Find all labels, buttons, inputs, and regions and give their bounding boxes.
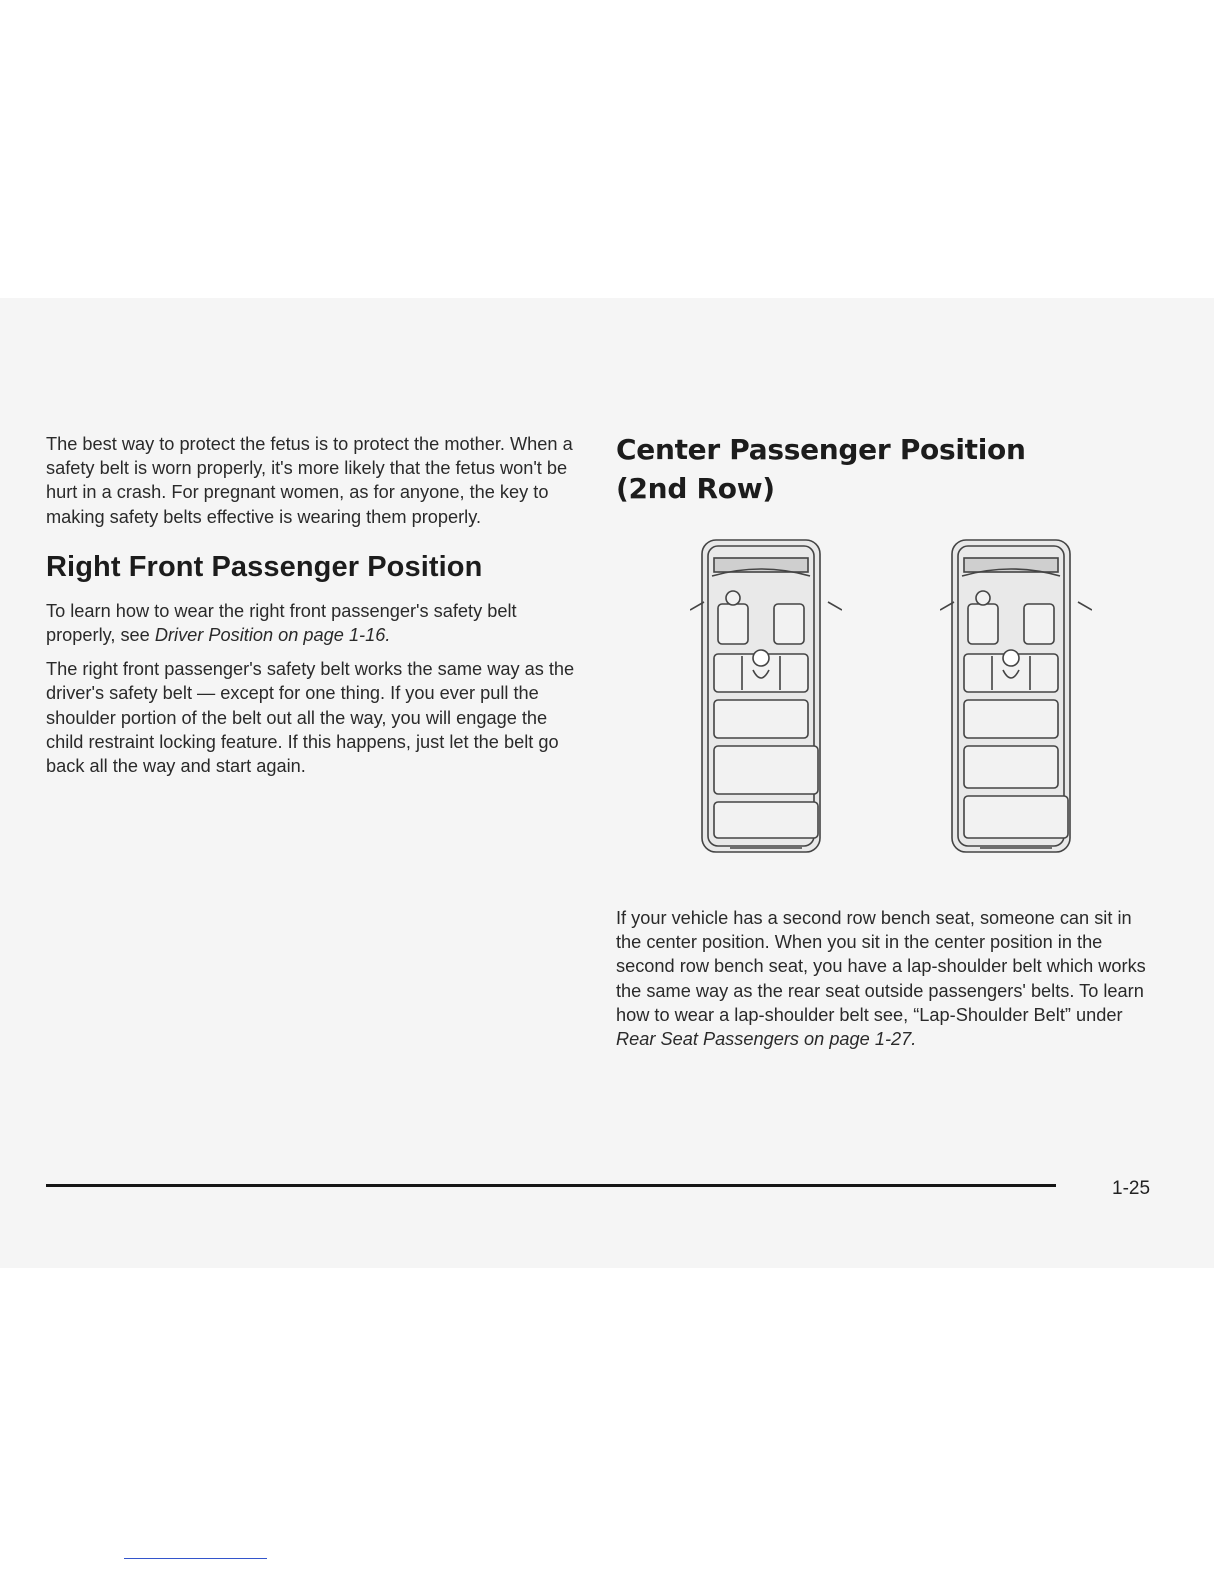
intro-paragraph: The best way to protect the fetus is to protect the mother. When a safety belt is worn properly, it's more likely that the fetus won't be hurt in a crash. For pregnant women, as for anyone, the key to making safety belts effective is wearing them properly. (46, 434, 573, 527)
center-passenger-body (616, 906, 1161, 1051)
link-underline (124, 1558, 267, 1559)
right-column (616, 430, 1161, 508)
center-passenger-paragraph: If your vehicle has a second row bench seat, someone can sit in the center position. When you sit in the center position in the second row bench seat, you have a lap-shoulder belt which works the same way as the rear seat outside passengers' belts. To learn how to wear a lap-shoulder belt see, “Lap-Shoulder Belt” under Rear Seat Passengers on page 1-27. (616, 908, 1146, 1050)
center-passenger-heading (616, 430, 1161, 508)
right-front-paragraph-2: The right front passenger's safety belt works the same way as the driver's safety belt — except for one thing. If you ever pull the shoulder portion of the belt out all the way, you will engage the child restraint locking feature. If this happens, just let the belt go back all the way and start again. (46, 659, 575, 777)
center-passenger-heading-line1: Center Passenger Position (616, 433, 1026, 466)
vehicle-seating-diagram-1 (690, 536, 842, 856)
driver-position-reference[interactable]: Driver Position on page 1-16. (154, 625, 391, 646)
vehicle-seating-diagram-2 (940, 536, 1092, 856)
right-front-heading: Right Front Passenger Position (46, 550, 483, 583)
center-passenger-heading-line2: (2nd Row) (616, 472, 775, 505)
left-column (46, 432, 586, 778)
page-number: 1-25 (1112, 1178, 1151, 1199)
right-front-paragraph-1: To learn how to wear the right front passenger's safety belt properly, see Driver Position on page 1-16. (46, 600, 517, 646)
footer-rule (46, 1184, 1056, 1187)
rear-seat-passengers-reference[interactable]: Rear Seat Passengers on page 1-27. (616, 1029, 917, 1050)
